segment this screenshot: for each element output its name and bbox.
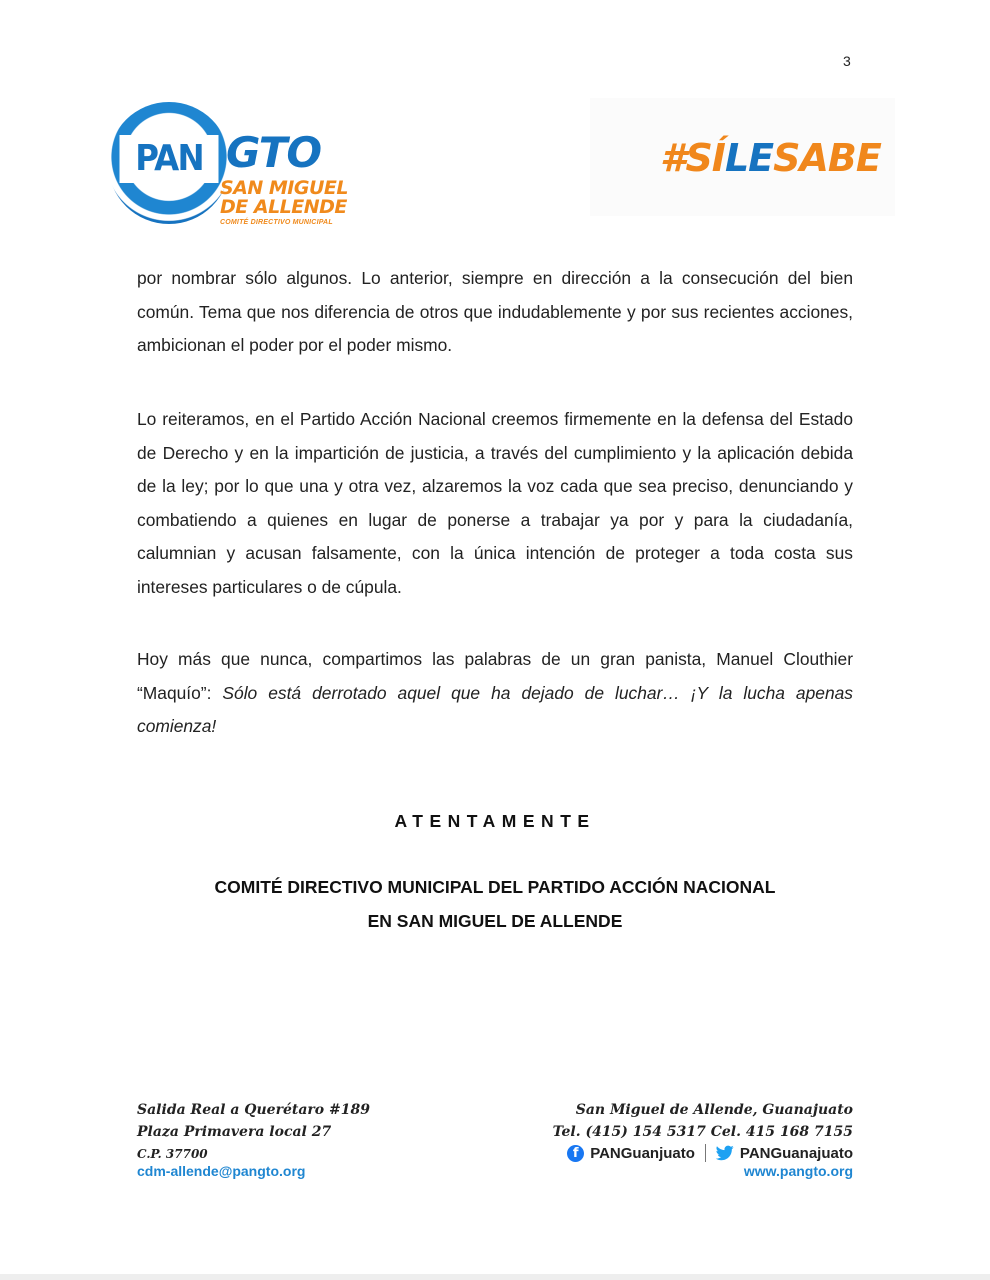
body-paragraph-1: por nombrar sólo algunos. Lo anterior, siempre en dirección a la consecución del bien común. Tema que nos diferencia de otros que indudablemente y por sus recientes acciones, ambicionan el poder por el poder mismo. — [137, 268, 853, 356]
hashtag-text — [660, 136, 881, 180]
body-paragraph-3 — [137, 643, 853, 744]
twitter-icon — [716, 1145, 734, 1161]
signature-line-1: COMITÉ DIRECTIVO MUNICIPAL DEL PARTIDO ACCIÓN NACIONAL — [214, 877, 776, 897]
clouthier-quote: Sólo está derrotado aquel que ha dejado de luchar… ¡Y la lucha apenas comienza! — [137, 682, 853, 737]
hashtag-part-3: SABE — [773, 136, 881, 180]
footer-phone: Tel. (415) 154 5317 Cel. 415 168 7155 — [552, 1124, 853, 1140]
page-bottom-edge — [0, 1274, 990, 1280]
twitter-handle[interactable]: PANGuanajuato — [739, 1144, 853, 1162]
closing-atentamente: ATENTAMENTE — [394, 811, 596, 831]
logo-pan-text: PAN — [120, 135, 219, 183]
hashtag-part-1: #SÍ — [660, 136, 725, 180]
body-paragraph-2: Lo reiteramos, en el Partido Acción Nacional creemos firmemente en la defensa del Estado de Derecho y en la impartición de justicia, a través del cumplimiento y la aplicación debida de la ley; por lo que una y otra vez, alzaremos la voz cada que sea preciso, denunciando y combatiendo a quienes en lugar de ponerse a trabajar ya por y para la ciudadanía, calumnian y acusan falsamente, con la única intención de proteger a toda costa sus intereses particulares o de cúpula. — [137, 409, 853, 597]
facebook-handle[interactable]: PANGuanjuato — [590, 1144, 695, 1162]
footer-website-link[interactable]: www.pangto.org — [743, 1163, 853, 1179]
logo-subtitle: COMITÉ DIRECTIVO MUNICIPAL — [220, 219, 333, 226]
facebook-icon: f — [567, 1145, 584, 1162]
paragraph-3-intro: Hoy más que nunca, compartimos las palabras de un gran panista, Manuel Clouthier “Maquío”: — [137, 649, 853, 703]
page-number: 3 — [843, 53, 851, 69]
footer-postal-code: C.P. 37700 — [137, 1147, 208, 1161]
hashtag-banner — [590, 98, 895, 216]
hashtag-part-2: LE — [724, 136, 774, 180]
logo-city-line-2: DE ALLENDE — [220, 196, 347, 218]
footer-city: San Miguel de Allende, Guanajuato — [575, 1102, 853, 1118]
footer-email-link[interactable]: cdm-allende@pangto.org — [137, 1163, 306, 1179]
social-divider — [705, 1144, 706, 1162]
logo-city-line-1: SAN MIGUEL — [220, 177, 348, 199]
pan-gto-logo — [108, 100, 348, 230]
footer-address-line-1: Salida Real a Querétaro #189 — [137, 1102, 370, 1118]
logo-gto-text: GTO — [226, 128, 322, 177]
signature-line-2: EN SAN MIGUEL DE ALLENDE — [367, 911, 623, 931]
footer-address-line-2: Plaza Primavera local 27 — [137, 1124, 332, 1140]
footer-social-row — [567, 1142, 853, 1164]
